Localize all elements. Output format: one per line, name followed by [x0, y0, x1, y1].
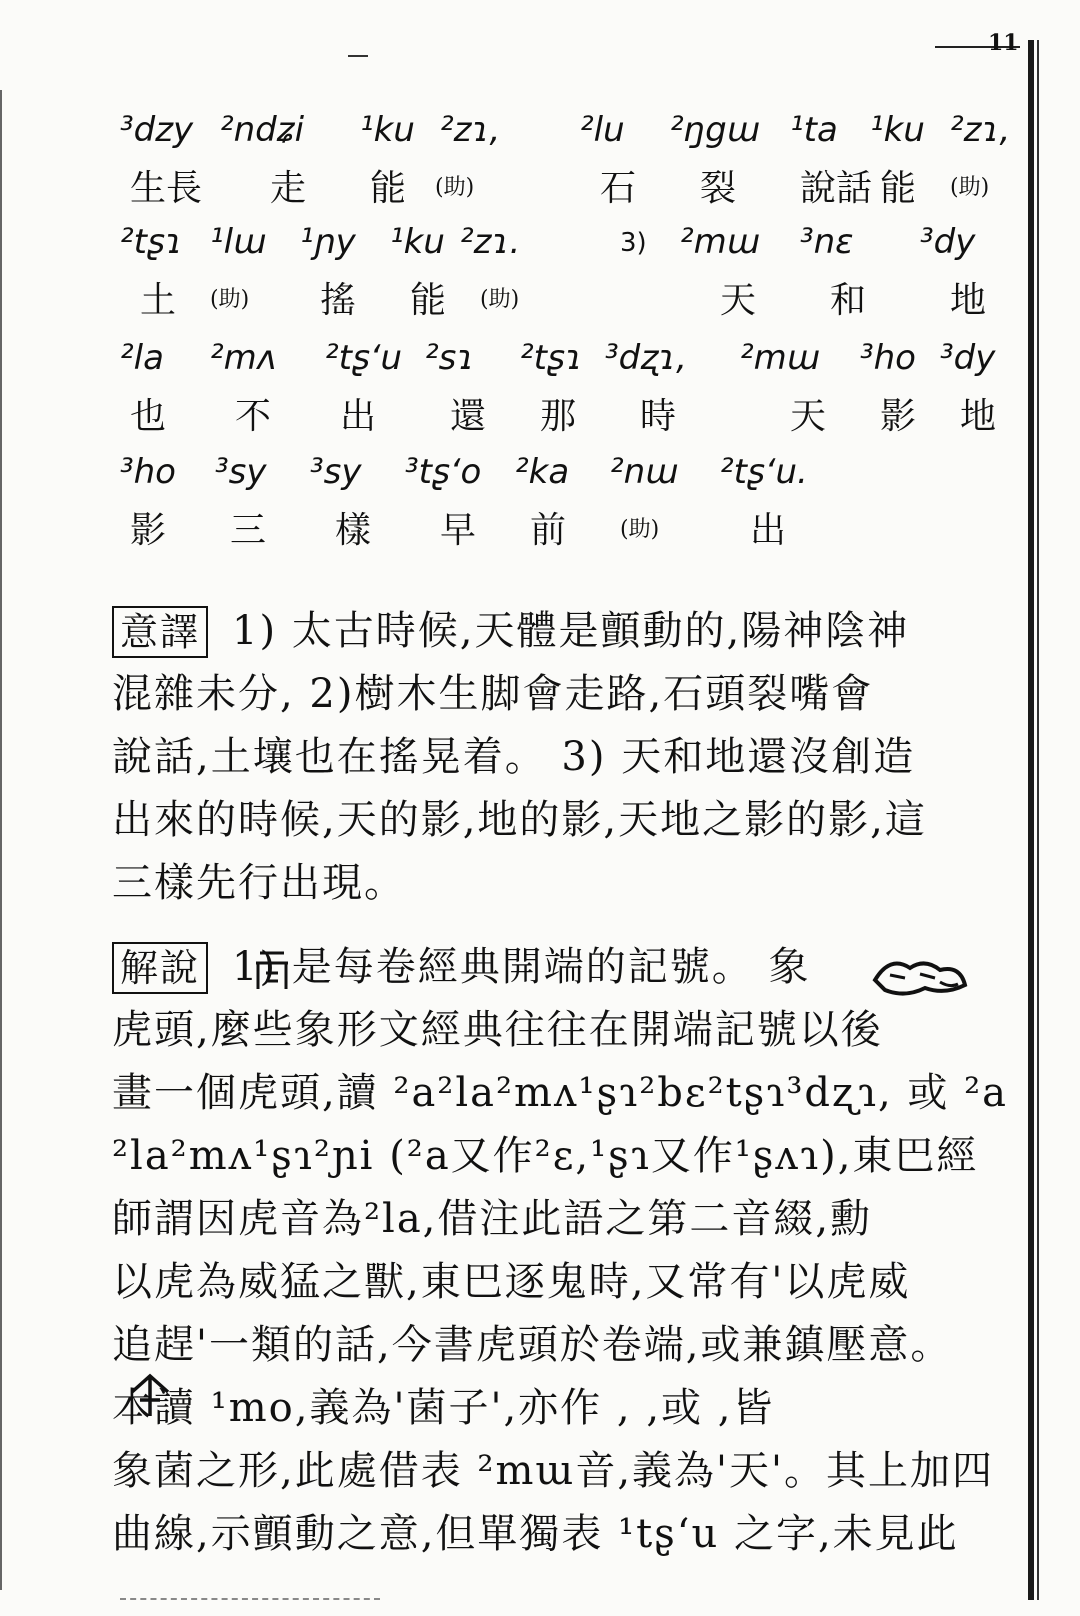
- phon-word: ²sɿ: [425, 338, 475, 378]
- tiger-head-glyph-icon: [870, 950, 970, 1000]
- gloss-line-3: [120, 338, 1020, 438]
- gloss-char: 樣: [335, 510, 372, 551]
- gloss-char: 走: [270, 168, 307, 209]
- opening-mark-glyph-icon: [250, 945, 294, 995]
- phon-word: ¹lɯ: [210, 222, 267, 262]
- phon-word: ²ndʑi: [220, 110, 305, 150]
- explanation-line: 以虎為威猛之獸,東巴逐鬼時,又常有'以虎威: [112, 1259, 911, 1305]
- gloss-char: 和: [830, 280, 867, 321]
- translation-line: 說話,土壤也在搖晃着。 3) 天和地還沒創造: [112, 734, 916, 780]
- explanation-line: 本讀 ¹mo,義為'菌子',亦作 , ,或 ,皆: [112, 1385, 775, 1431]
- item-number: 3): [620, 228, 647, 258]
- translation-line-text: 1) 太古時候,天體是顫動的,陽神陰神: [232, 608, 910, 654]
- translation-line: 混雜未分, 2)樹木生脚會走路,石頭裂嘴會: [112, 671, 874, 717]
- phon-word: ³dʐɿ,: [605, 338, 687, 378]
- phon-word: ²tʂʻu: [325, 338, 403, 378]
- gloss-char: 還: [450, 396, 487, 437]
- gloss-char: 天: [720, 280, 757, 321]
- gloss-char: 出: [340, 396, 377, 437]
- translation-label: 意譯: [112, 606, 208, 658]
- gloss-char: (助): [620, 517, 660, 542]
- gloss-char: 影: [880, 396, 917, 437]
- phon-word: ²mɯ: [740, 338, 820, 378]
- phon-word: ³ho: [120, 452, 176, 492]
- phon-word: ³dy: [940, 338, 996, 378]
- gloss-char: 前: [530, 510, 567, 551]
- phon-word: ³nɛ: [800, 222, 854, 262]
- gloss-char: 石: [600, 168, 637, 209]
- explanation-label: 解說: [112, 942, 208, 994]
- explanation-line: 象菌之形,此處借表 ²mɯ音,義為'天'。其上加四: [112, 1448, 995, 1494]
- page-left-edge: [0, 90, 2, 1590]
- gloss-char: 也: [130, 396, 167, 437]
- gloss-char: 時: [640, 396, 677, 437]
- gloss-char: 影: [130, 510, 167, 551]
- translation-line: 出來的時候,天的影,地的影,天地之影的影,這: [112, 797, 927, 843]
- phon-word: ¹ku: [870, 110, 925, 150]
- phon-word: ²nɯ: [610, 452, 679, 492]
- translation-line: [112, 600, 1012, 663]
- phon-word: ³tʂʻo: [405, 452, 482, 492]
- translation-line: 三樣先行出現。: [112, 860, 406, 906]
- gloss-char: 出: [750, 510, 787, 551]
- top-dash: [348, 55, 368, 57]
- phon-word: ²tʂɿ: [520, 338, 583, 378]
- phon-word: ¹ku: [390, 222, 445, 262]
- page-binding-edge-inner: [1037, 40, 1039, 1600]
- phon-word: ³dzy: [120, 110, 194, 150]
- phon-word: ²zɿ.: [460, 222, 521, 262]
- gloss-char: (助): [950, 175, 990, 200]
- phon-word: ²lu: [580, 110, 625, 150]
- gloss-char: 能: [410, 280, 447, 321]
- phon-word: ³ho: [860, 338, 916, 378]
- gloss-char: 地: [950, 280, 987, 321]
- gloss-char: 能: [880, 168, 917, 209]
- explanation-line: ²la²mʌ¹ʂɿ²ɲi (²a又作²ɛ,¹ʂɿ又作¹ʂʌɿ),東巴經: [112, 1133, 979, 1179]
- explanation-line: 虎頭,麼些象形文經典往往在開端記號以後: [112, 1007, 883, 1053]
- explanation-line: 畫一個虎頭,讀 ²a²la²mʌ¹ʂɿ²bɛ²tʂɿ³dʐɿ, 或 ²a: [112, 1070, 1008, 1116]
- translation-section: [112, 600, 1012, 915]
- gloss-char: 三: [230, 510, 267, 551]
- phon-word: ³sy: [215, 452, 267, 492]
- gloss-char: 地: [960, 396, 997, 437]
- phon-word: ¹ɲy: [300, 222, 356, 262]
- phon-word: ¹ku: [360, 110, 415, 150]
- phon-word: ²ka: [515, 452, 570, 492]
- gloss-char: 土: [140, 280, 177, 321]
- mushroom-glyph-icon: [128, 1370, 172, 1420]
- gloss-char: (助): [435, 175, 475, 200]
- phon-word: ²mʌ: [210, 338, 277, 378]
- phon-word: ²tʂɿ: [120, 222, 183, 262]
- gloss-char: 天: [790, 396, 827, 437]
- bottom-marks: [120, 1598, 380, 1602]
- gloss-char: 那: [540, 396, 577, 437]
- gloss-char: 生長: [130, 168, 203, 209]
- phon-word: ²ŋgɯ: [670, 110, 760, 150]
- gloss-char: 早: [440, 510, 477, 551]
- explanation-line: 曲線,示顫動之意,但單獨表 ¹tʂʻu 之字,未見此: [112, 1511, 959, 1557]
- phon-word: ²mɯ: [680, 222, 760, 262]
- phon-word: ²la: [120, 338, 164, 378]
- gloss-char: (助): [480, 287, 520, 312]
- phon-word: ³sy: [310, 452, 362, 492]
- phon-word: ¹ta: [790, 110, 838, 150]
- explanation-line: 師謂因虎音為²la,借注此語之第二音綴,勳: [112, 1196, 873, 1242]
- page-number: 11: [988, 30, 1019, 56]
- gloss-line-1: [120, 110, 1020, 210]
- explanation-line: 追趕'一類的話,今書虎頭於卷端,或兼鎮壓意。: [112, 1322, 953, 1368]
- gloss-char: 能: [370, 168, 407, 209]
- phon-word: ³dy: [920, 222, 976, 262]
- gloss-char: (助): [210, 287, 250, 312]
- page-binding-edge: [1028, 40, 1034, 1600]
- gloss-line-2: [120, 222, 1020, 322]
- phon-word: ²zɿ,: [950, 110, 1011, 150]
- phon-word: ²zɿ,: [440, 110, 501, 150]
- gloss-char: 不: [235, 396, 272, 437]
- gloss-line-4: [120, 452, 1020, 552]
- phon-word: ²tʂʻu.: [720, 452, 808, 492]
- gloss-char: 說話: [800, 168, 873, 209]
- gloss-char: 裂: [700, 168, 737, 209]
- gloss-char: 搖: [320, 280, 357, 321]
- explanation-section: [112, 936, 1012, 1566]
- explanation-line-text: 1) 是每卷經典開端的記號。 象: [232, 944, 811, 990]
